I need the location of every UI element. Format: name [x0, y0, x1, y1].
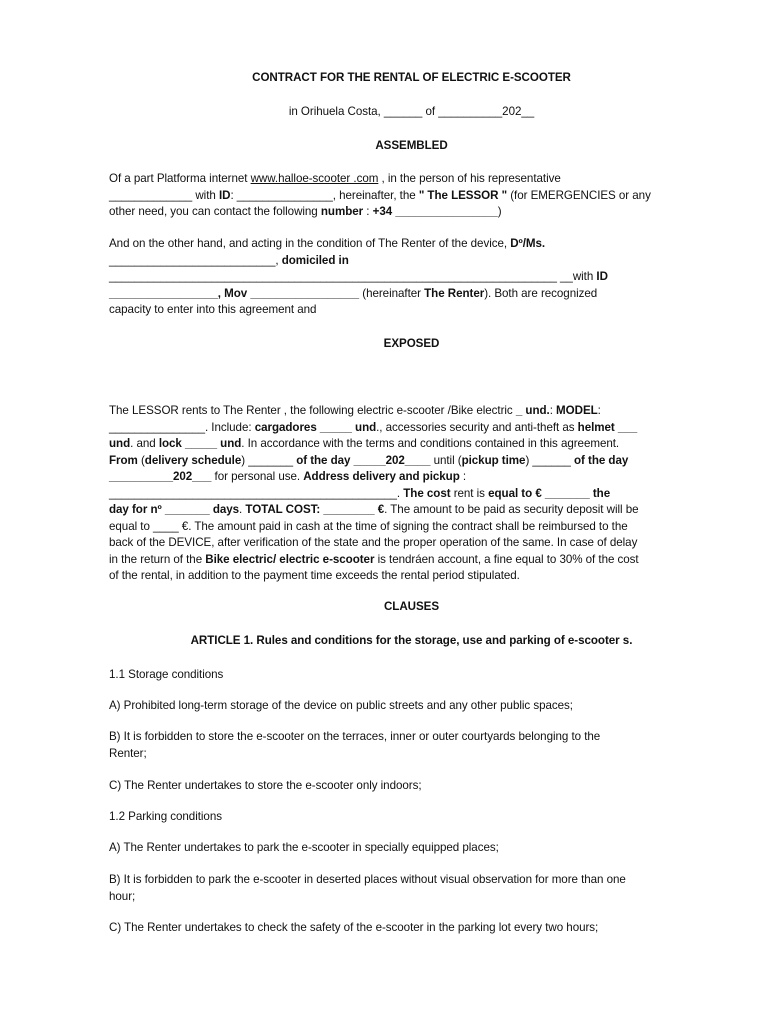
exposed-line-7: day for nº _______ days. TOTAL COST: ________ €. The amount to be paid as security deposit will be	[109, 503, 639, 516]
renter-line-2: __________________________, domiciled in	[109, 253, 349, 267]
exposed-line-6: _____________________________________________. The cost rent is equal to € _______ the	[109, 486, 611, 500]
lessor-line-2: _____________ with ID: _______________, hereinafter, the " The LESSOR " (for EMERGENCIES or any	[109, 188, 651, 202]
storage-clause-a: A) Prohibited long-term storage of the device on public streets and any other public spaces;	[109, 699, 573, 712]
storage-clause-b: B) It is forbidden to store the e-scooter on the terraces, inner or outer courtyards belonging to the Renter;	[109, 730, 601, 760]
exposed-line-5: __________202___ for personal use. Address delivery and pickup :	[109, 470, 467, 483]
assembled-heading: ASSEMBLED	[375, 139, 448, 152]
exposed-line-3: und. and lock _____ und. In accordance with the terms and conditions contained in this agreement.	[109, 437, 620, 450]
parking-clause-b: B) It is forbidden to park the e-scooter in deserted places without visual observation for more than one hour;	[109, 873, 626, 903]
renter-line-1: And on the other hand, and acting in the condition of The Renter of the device, Dº/Ms.	[109, 237, 546, 250]
parking-clause-c: C) The Renter undertakes to check the safety of the e-scooter in the parking lot every two hours;	[109, 921, 599, 934]
exposed-heading: EXPOSED	[383, 337, 440, 350]
renter-term: The Renter	[424, 286, 485, 300]
renter-line-4: _________________, Mov _________________ (hereinafter The Renter). Both are recognized	[109, 286, 598, 300]
exposed-line-2: _______________. Include: cargadores _____ und., accessories security and anti-theft as helmet ___	[109, 420, 638, 434]
lessor-line-1: Of a part Platforma internet www.halloe-scooter .com , in the person of his representative	[109, 172, 561, 185]
storage-clause-c: C) The Renter undertakes to store the e-scooter only indoors;	[109, 779, 422, 792]
renter-line-3: ______________________________________________________________________ __with ID	[109, 270, 608, 283]
exposed-line-4: From (delivery schedule) _______ of the day _____202____ until (pickup time) ______ of the day	[109, 453, 629, 467]
exposed-paragraph	[109, 403, 714, 585]
exposed-line-11: of the rental, in addition to the payment time exceeds the rental period stipulated.	[109, 569, 520, 582]
exposed-line-9: back of the DEVICE, after verification of the state and the proper operation of the same. In case of delay	[109, 536, 638, 549]
article-1-heading: ARTICLE 1. Rules and conditions for the storage, use and parking of e-scooter s.	[190, 634, 633, 647]
renter-paragraph	[109, 236, 714, 319]
lessor-paragraph	[109, 171, 714, 221]
lessor-term: " The LESSOR "	[418, 188, 508, 202]
parking-clause-a: A) The Renter undertakes to park the e-scooter in specially equipped places;	[109, 841, 499, 854]
exposed-line-10: in the return of the Bike electric/ electric e-scooter is tendráen account, a fine equal to 30% of the cost	[109, 552, 639, 566]
parking-conditions-heading: 1.2 Parking conditions	[109, 810, 222, 823]
lessor-line-3: other need, you can contact the following number : +34 ________________)	[109, 205, 502, 218]
exposed-line-8: equal to ____ €. The amount paid in cash at the time of signing the contract shall be reimbursed to the	[109, 519, 628, 533]
website-link[interactable]: www.halloe-scooter .com	[250, 172, 379, 185]
storage-conditions-heading: 1.1 Storage conditions	[109, 668, 224, 681]
emergency-phone: +34 ________________	[372, 205, 498, 218]
clauses-heading: CLAUSES	[383, 600, 440, 613]
date-line: in Orihuela Costa, ______ of __________202__	[288, 105, 535, 118]
exposed-line-1: The LESSOR rents to The Renter , the following electric e-scooter /Bike electric _ und.: MODEL:	[109, 404, 601, 417]
document-title: CONTRACT FOR THE RENTAL OF ELECTRIC E-SCOOTER	[252, 71, 571, 84]
renter-line-5: capacity to enter into this agreement and	[109, 303, 317, 316]
